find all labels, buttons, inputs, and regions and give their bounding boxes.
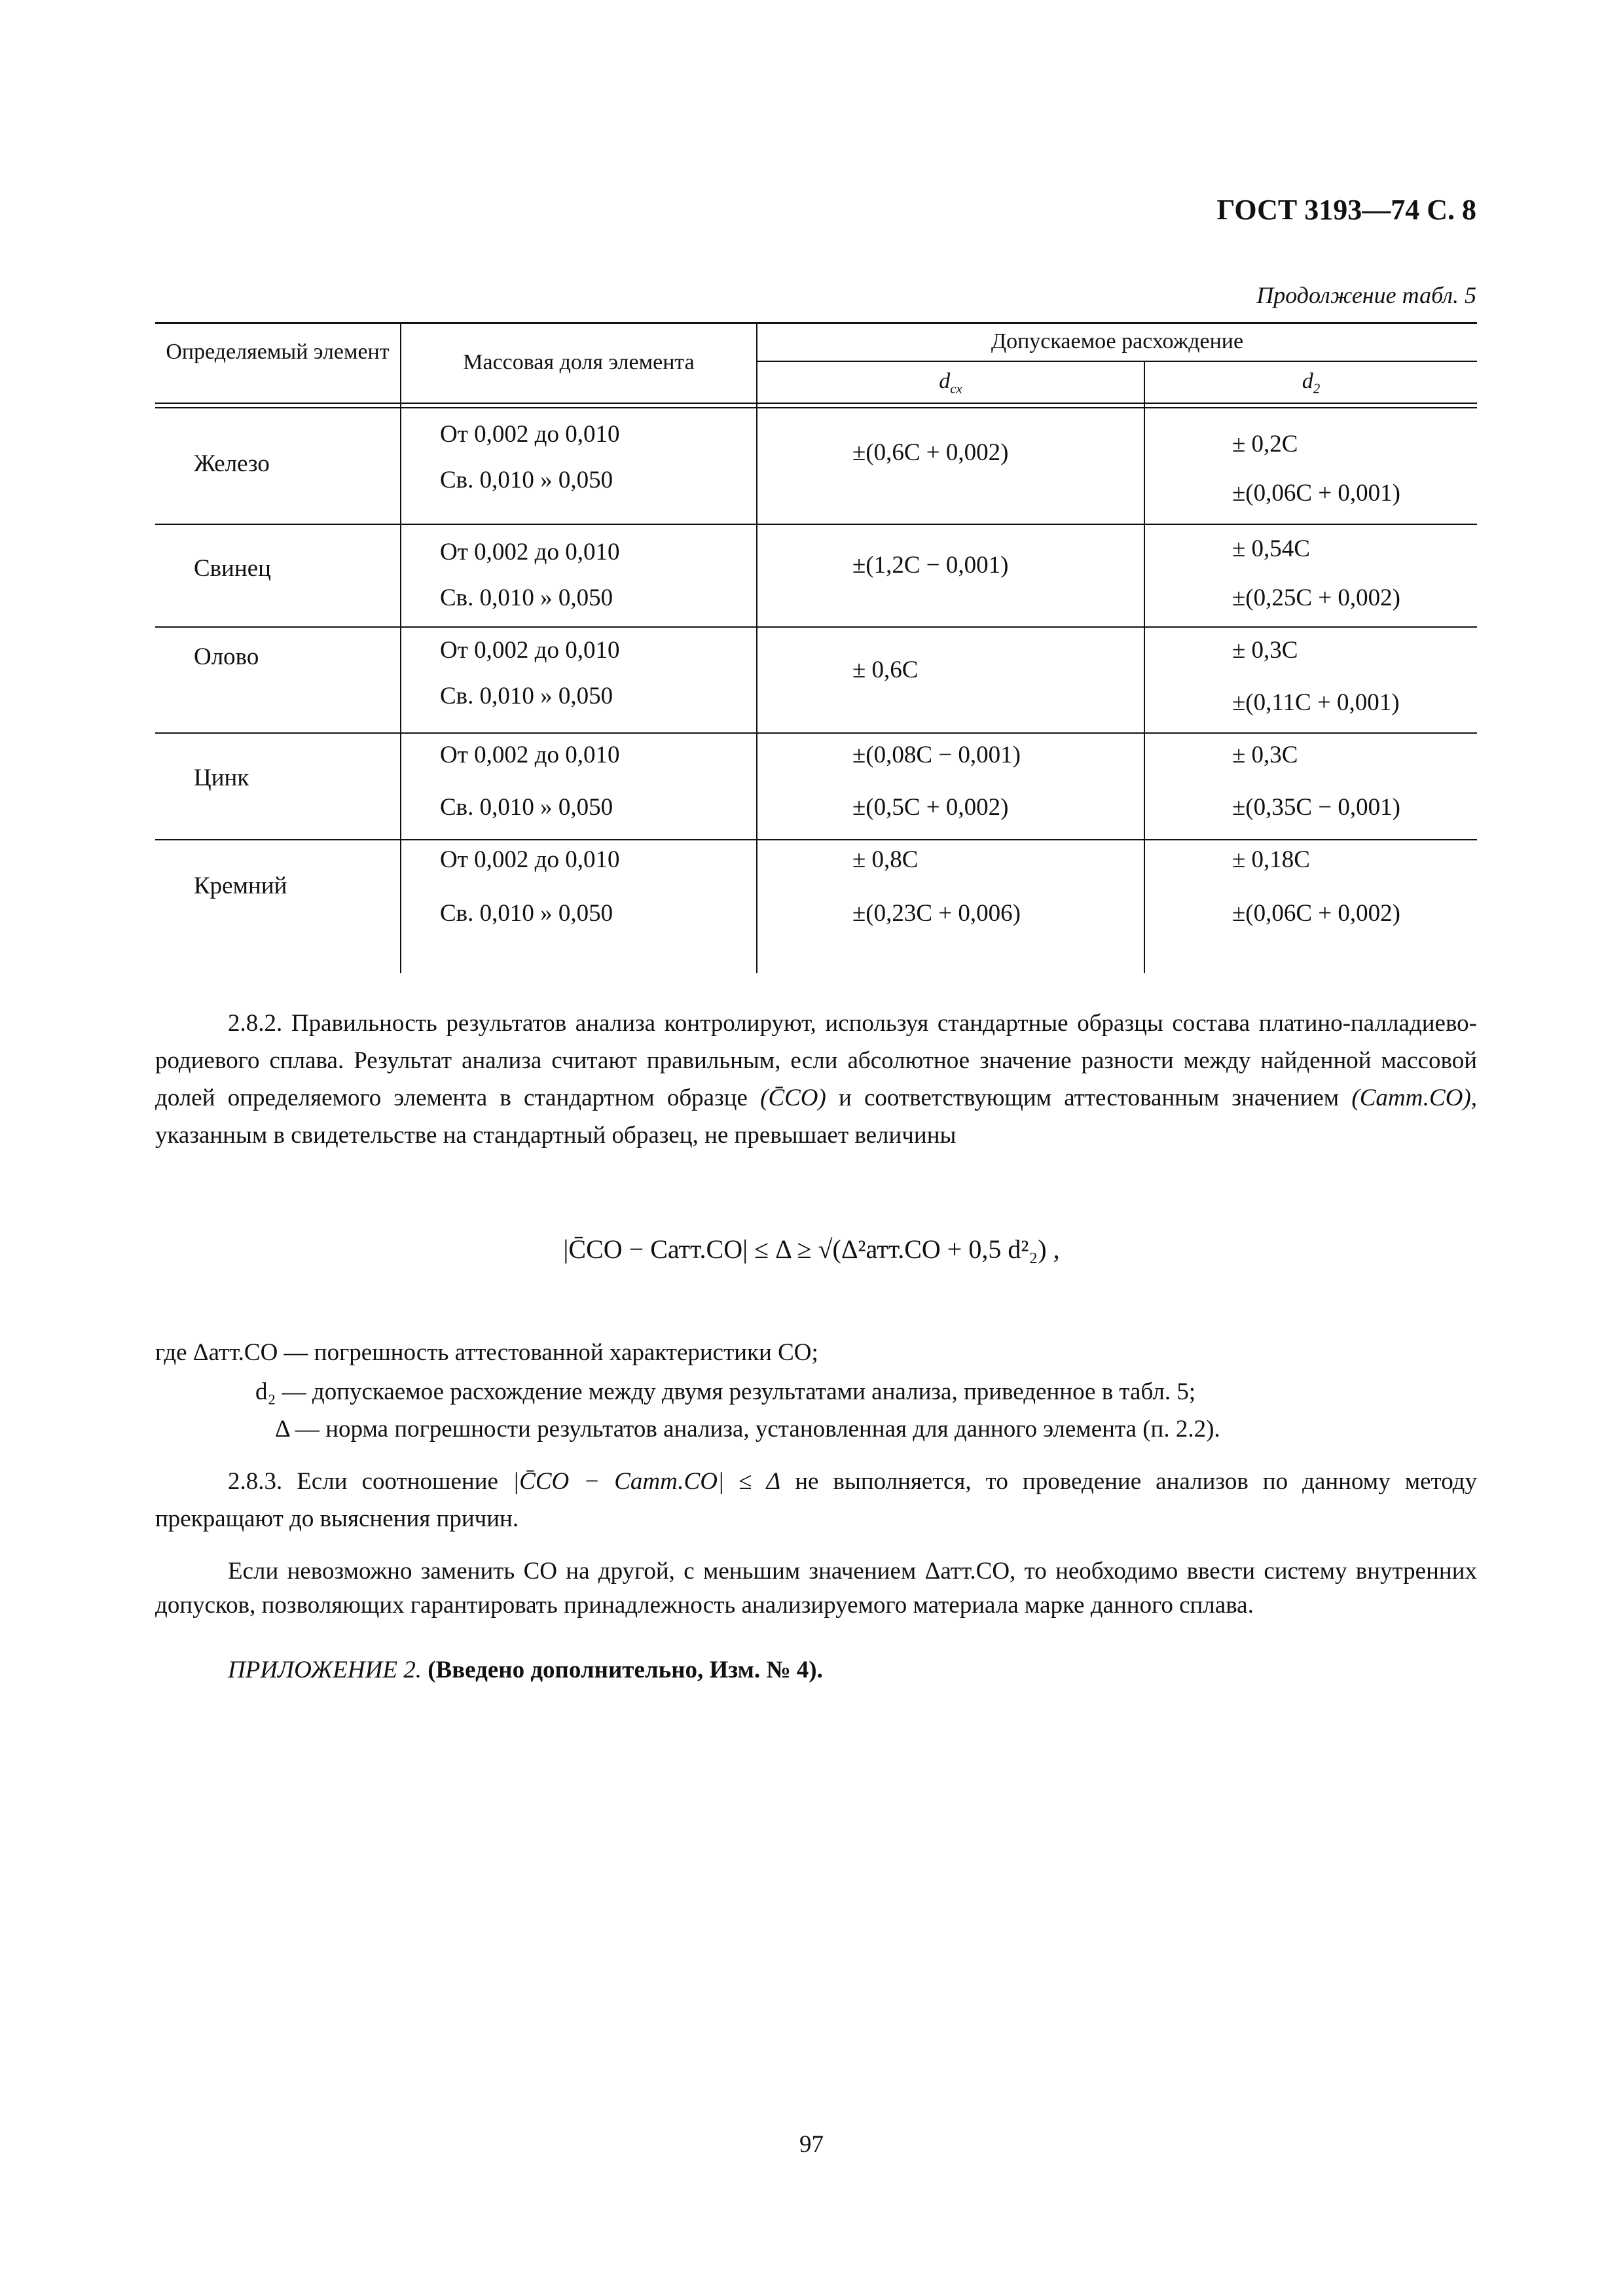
inline-formula-c-co: (C̄СО) xyxy=(760,1085,826,1111)
row-dcx: ±(1,2C − 0,001) xyxy=(852,552,1009,579)
row-mass-range: Св. 0,010 » 0,050 xyxy=(440,900,613,927)
row-element: Цинк xyxy=(194,764,249,791)
row-dcx: ±(0,23C + 0,006) xyxy=(852,900,1021,927)
table-top-rule xyxy=(155,322,1477,324)
row-mass-range: Св. 0,010 » 0,050 xyxy=(440,683,613,709)
row-dcx: ± 0,6C xyxy=(852,656,919,683)
header-dcx-symbol: d xyxy=(939,369,951,393)
row-element: Олово xyxy=(194,643,259,670)
row-d2: ± 0,3C xyxy=(1232,637,1298,664)
header-dcx-subscript: сх xyxy=(950,380,962,397)
header-d2-subscript: 2 xyxy=(1313,380,1321,397)
row-mass-range: От 0,002 до 0,010 xyxy=(440,742,620,768)
header-allowed: Допускаемое расхождение xyxy=(991,329,1244,353)
row-d2: ±(0,06C + 0,001) xyxy=(1232,480,1400,507)
paragraph-2-8-3-part-b: не выполняется, то проведение анализов по данному методу прекращают до выяснения причин. xyxy=(155,1468,1477,1532)
column-rule xyxy=(756,322,757,973)
row-rule xyxy=(155,839,1477,840)
row-mass-range: От 0,002 до 0,010 xyxy=(440,539,620,565)
row-mass-range: Св. 0,010 » 0,050 xyxy=(440,794,613,821)
header-sub-rule xyxy=(756,361,1477,362)
header-element: Определяемый элемент xyxy=(166,340,390,364)
inline-formula-condition: |C̄СО − Cатт.СО| ≤ Δ xyxy=(512,1468,781,1495)
row-dcx: ± 0,8C xyxy=(852,846,919,873)
row-element: Железо xyxy=(194,450,270,477)
row-mass-range: От 0,002 до 0,010 xyxy=(440,421,620,448)
paragraph-2-8-2-part-c: указанным в свидетельстве на стандартный образец, не превышает величины xyxy=(155,1122,957,1149)
row-mass-range: Св. 0,010 » 0,050 xyxy=(440,467,613,493)
row-mass-range: От 0,002 до 0,010 xyxy=(440,637,620,664)
inline-formula-c-att: (Cатт.СО), xyxy=(1351,1085,1478,1111)
paragraph-2-8-2-part-a: 2.8.2. Правильность результатов анализа контролируют, используя стандартные образцы состава платино-палладиево-родиевого сплава. Результат анализа считают правильным, если абсолютное значение разности между найденной массовой долей определяемого элемента в стандартном образце xyxy=(155,1010,1477,1111)
legend-delta: Δ — норма погрешности результатов анализа, установленная для данного элемента (п. 2.2). xyxy=(275,1416,1220,1443)
tolerance-formula: |C̄СО − Cатт.СО| ≤ Δ ≥ √(Δ²атт.СО + 0,5 d²₂) , xyxy=(563,1234,1060,1264)
row-rule xyxy=(155,732,1477,734)
row-dcx: ±(0,5C + 0,002) xyxy=(852,794,1009,821)
row-d2: ±(0,25C + 0,002) xyxy=(1232,584,1400,611)
row-dcx: ±(0,08C − 0,001) xyxy=(852,742,1021,768)
appendix-label: ПРИЛОЖЕНИЕ 2. xyxy=(228,1657,422,1683)
paragraph-2-8-2-part-b: и соответствующим аттестованным значением xyxy=(839,1085,1340,1111)
row-d2: ± 0,3C xyxy=(1232,742,1298,768)
row-d2: ±(0,35C − 0,001) xyxy=(1232,794,1400,821)
row-rule xyxy=(155,524,1477,525)
header-bottom-rule-2 xyxy=(155,407,1477,408)
row-rule xyxy=(155,626,1477,628)
paragraph-last-part-b: то необходимо ввести систему внутренних допусков, позволяющих гарантировать принадлежность анализируемого материала марке данного сплава. xyxy=(155,1558,1478,1619)
row-d2: ± 0,2C xyxy=(1232,431,1298,457)
row-mass-range: От 0,002 до 0,010 xyxy=(440,846,620,873)
paragraph-2-8-3 xyxy=(155,1463,1477,1537)
row-element: Кремний xyxy=(194,872,287,899)
row-d2: ±(0,11C + 0,001) xyxy=(1232,689,1400,716)
header-d2 xyxy=(1145,367,1477,403)
tolerance-table xyxy=(155,322,1477,973)
legend-delta-att: где Δатт.СО — погрешность аттестованной характеристики СО; xyxy=(155,1339,818,1366)
row-d2: ± 0,54C xyxy=(1232,535,1310,562)
paragraph-internal-tolerances xyxy=(155,1554,1477,1623)
row-dcx: ±(0,6C + 0,002) xyxy=(852,439,1009,466)
table-continuation-label: Продолжение табл. 5 xyxy=(1256,282,1476,308)
header-d2-symbol: d xyxy=(1302,369,1313,393)
row-d2: ± 0,18C xyxy=(1232,846,1310,873)
row-element: Свинец xyxy=(194,555,271,582)
column-rule xyxy=(400,322,401,973)
column-rule xyxy=(1144,361,1145,973)
amendment-note: (Введено дополнительно, Изм. № 4). xyxy=(428,1657,823,1683)
inline-delta-att: Δатт.СО, xyxy=(924,1558,1016,1585)
paragraph-2-8-2 xyxy=(155,1005,1477,1154)
page-number: 97 xyxy=(799,2131,824,2158)
header-dcx xyxy=(757,367,1144,403)
row-mass-range: Св. 0,010 » 0,050 xyxy=(440,584,613,611)
legend-d2: d₂ — допускаемое расхождение между двумя результатами анализа, приведенное в табл. 5; xyxy=(255,1378,1196,1405)
paragraph-last-part-a: Если невозможно заменить СО на другой, с меньшим значением xyxy=(228,1558,917,1585)
header-mass: Массовая доля элемента xyxy=(463,350,695,374)
row-d2: ±(0,06C + 0,002) xyxy=(1232,900,1400,927)
document-header: ГОСТ 3193—74 С. 8 xyxy=(1216,194,1476,226)
appendix-note xyxy=(228,1656,823,1684)
paragraph-2-8-3-part-a: 2.8.3. Если соотношение xyxy=(228,1468,498,1495)
